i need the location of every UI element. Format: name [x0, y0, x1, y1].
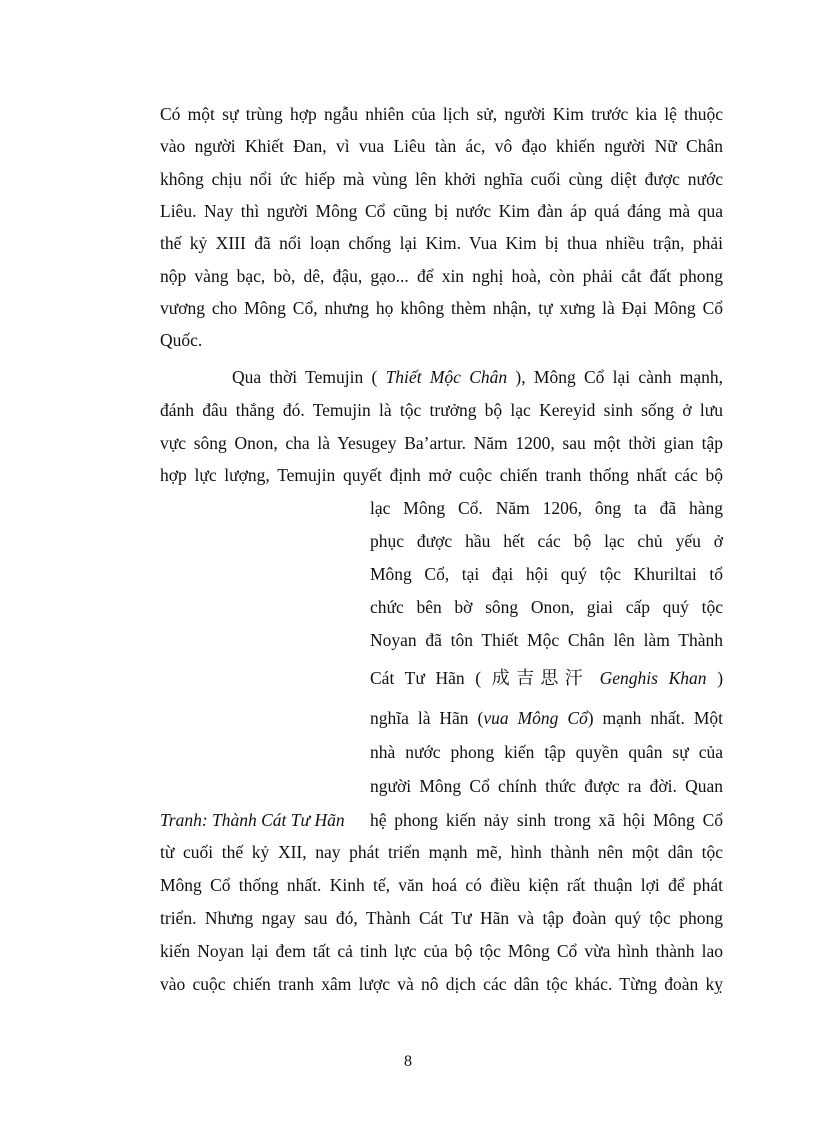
text-line: phục được hầu hết các bộ lạc chủ yếu ở	[370, 531, 723, 551]
text-line: Noyan đã tôn Thiết Mộc Chân lên làm Thành	[370, 630, 723, 650]
text-line: Quốc.	[160, 330, 203, 350]
text-line: không chịu nổi ức hiếp mà vùng lên khởi nghĩa cuối cùng diệt được nước	[160, 169, 723, 189]
text-line	[370, 706, 723, 730]
text-line: đánh đâu thắng đó. Temujin là tộc trưởng bộ lạc Kereyid sinh sống ở lưu	[160, 400, 723, 420]
italic-gloss: vua Mông Cổ	[483, 708, 588, 728]
text-line: người Mông Cổ chính thức được ra đời. Quan	[370, 776, 723, 796]
text-line: Mông Cổ, tại đại hội quý tộc Khuriltai tổ	[370, 564, 723, 584]
text-line	[370, 666, 723, 691]
text-line: Mông Cổ thống nhất. Kinh tế, văn hoá có điều kiện rất thuận lợi để phát	[160, 875, 723, 895]
text-line: vực sông Onon, cha là Yesugey Ba’artur. Năm 1200, sau một thời gian tập	[160, 433, 723, 453]
text-line: hợp lực lượng, Temujin quyết định mở cuộc chiến tranh thống nhất các bộ	[160, 465, 723, 485]
italic-name: Thiết Mộc Chân	[385, 367, 508, 387]
text-line: lạc Mông Cổ. Năm 1206, ông ta đã hàng	[370, 498, 723, 518]
text-line	[232, 365, 723, 389]
text-line: nộp vàng bạc, bò, dê, đậu, gạo... để xin nghị hoà, còn phải cắt đất phong	[160, 266, 723, 286]
text-segment: nghĩa là Hãn (	[370, 708, 484, 728]
text-line: từ cuối thế kỷ XII, nay phát triển mạnh mẽ, hình thành nên một dân tộc	[160, 842, 723, 862]
text-segment: )	[717, 668, 724, 688]
text-segment: Cát Tư Hãn (	[370, 668, 482, 688]
figure-caption: Tranh: Thành Cát Tư Hãn	[160, 810, 345, 830]
page-number: 8	[404, 1053, 412, 1070]
text-line: kiến Noyan lại đem tất cả tinh lực của bộ tộc Mông Cổ vừa hình thành lao	[160, 941, 723, 961]
text-line: triển. Nhưng ngay sau đó, Thành Cát Tư Hãn và tập đoàn quý tộc phong	[160, 908, 723, 928]
text-line: Liêu. Nay thì người Mông Cổ cũng bị nước Kim đàn áp quá đáng mà qua	[160, 201, 723, 221]
text-line: vương cho Mông Cổ, nhưng họ không thèm nhận, tự xưng là Đại Mông Cổ	[160, 298, 723, 318]
text-segment: ), Mông Cổ lại cành mạnh,	[515, 367, 724, 387]
chinese-name: 成吉思汗	[491, 668, 589, 689]
text-line: chức bên bờ sông Onon, giai cấp quý tộc	[370, 597, 723, 617]
italic-name: Genghis Khan	[599, 668, 707, 688]
text-line: vào cuộc chiến tranh xâm lược và nô dịch các dân tộc khác. Từng đoàn kỵ	[160, 974, 723, 994]
text-line: thế kỷ XIII đã nổi loạn chống lại Kim. Vua Kim bị thua nhiều trận, phải	[160, 233, 723, 253]
text-line: hệ phong kiến nảy sinh trong xã hội Mông Cổ	[370, 810, 723, 830]
text-line: vào người Khiết Đan, vì vua Liêu tàn ác, vô đạo khiến người Nữ Chân	[160, 136, 723, 156]
text-line: nhà nước phong kiến tập quyền quân sự của	[370, 742, 723, 762]
text-line: Có một sự trùng hợp ngẫu nhiên của lịch sử, người Kim trước kia lệ thuộc	[160, 104, 723, 124]
text-segment: ) mạnh nhất. Một	[587, 708, 723, 728]
text-segment: Qua thời Temujin (	[232, 367, 378, 387]
